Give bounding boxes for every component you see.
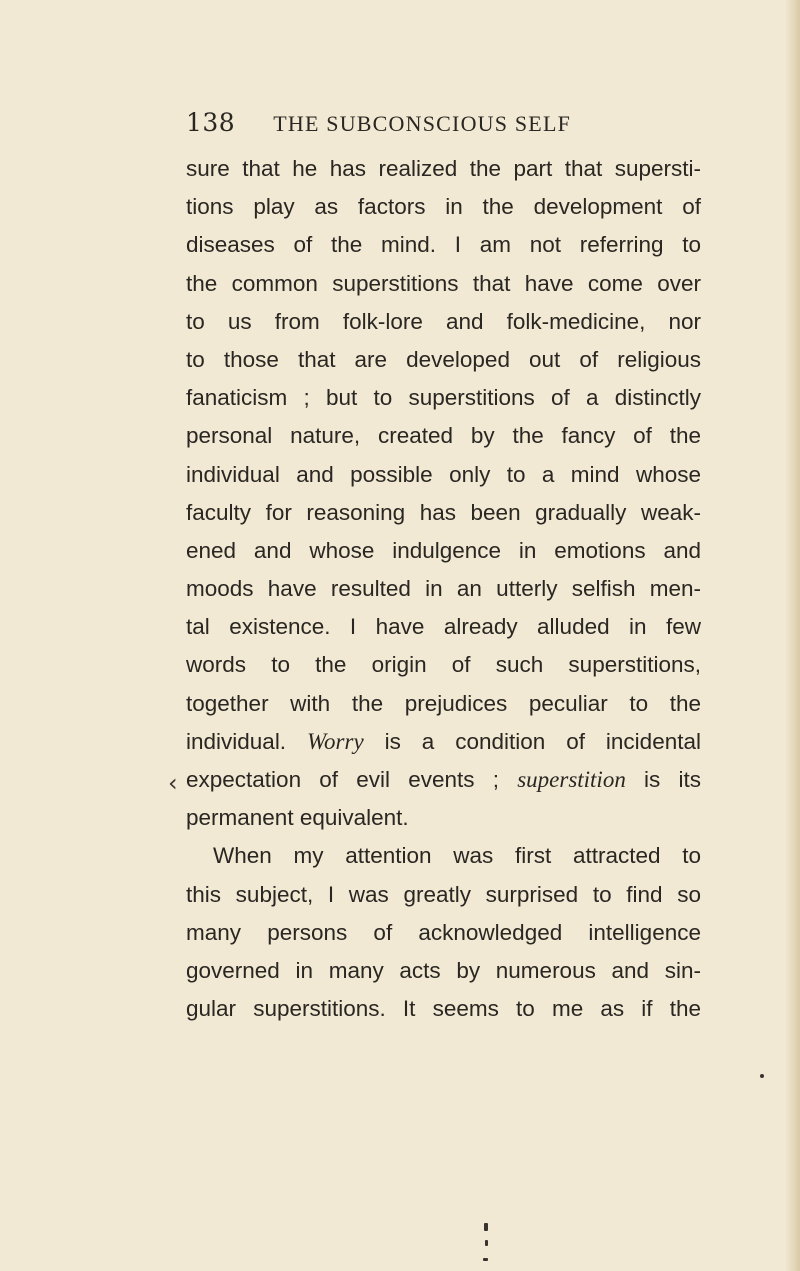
text-line: diseases of the mind. I am not referring to [186,232,701,258]
margin-bracket-mark: ‹ [168,769,178,797]
text-line: many persons of acknowledged intelligence [186,919,701,945]
italic-term-worry: Worry [307,728,364,754]
text-line: permanent equivalent. [186,805,409,831]
ink-speck [485,1240,488,1246]
text-line: ened and whose indulgence in emotions and [186,537,701,563]
line-text: is a condition of incidental [363,728,701,754]
text-line: together with the prejudices peculiar to the [186,690,701,716]
running-title: THE SUBCONSCIOUS SELF [273,111,572,136]
page-edge [786,0,800,1271]
text-line: sure that he has realized the part that supersti- [186,156,701,181]
text-line: personal nature, created by the fancy of the [186,423,701,449]
text-line: faculty for reasoning has been gradually weak- [186,499,701,525]
text-line: tions play as factors in the development of [186,194,701,220]
text-line: words to the origin of such superstitions, [186,652,701,678]
text-line: the common superstitions that have come over [186,270,701,296]
text-line-superstition [186,761,701,799]
text-line: gular superstitions. It seems to me as if the [186,996,701,1022]
text-line: to those that are developed out of religious [186,346,701,372]
italic-term-superstition: superstition [517,767,626,792]
text-line: tal existence. I have already alluded in few [186,614,701,640]
text-line: individual and possible only to a mind whose [186,461,701,487]
ink-speck [483,1258,488,1261]
line-text: is its [625,767,701,792]
paragraph-start-line: When my attention was first attracted to [213,843,701,869]
text-line: fanaticism ; but to superstitions of a distinctly [186,385,701,411]
text-line: moods have resulted in an utterly selfish men- [186,576,701,602]
text-line-worry [186,723,701,761]
running-head [186,108,606,142]
ink-speck [760,1074,764,1078]
body-text [186,150,701,1028]
ink-speck [484,1223,488,1231]
line-text: expectation of evil events ; [186,767,518,792]
text-line: to us from folk-lore and folk-medicine, nor [186,308,701,334]
text-line: governed in many acts by numerous and sin- [186,957,701,983]
text-line: this subject, I was greatly surprised to find so [186,881,701,907]
line-text: individual. [186,728,307,754]
page-number: 138 [186,108,236,137]
